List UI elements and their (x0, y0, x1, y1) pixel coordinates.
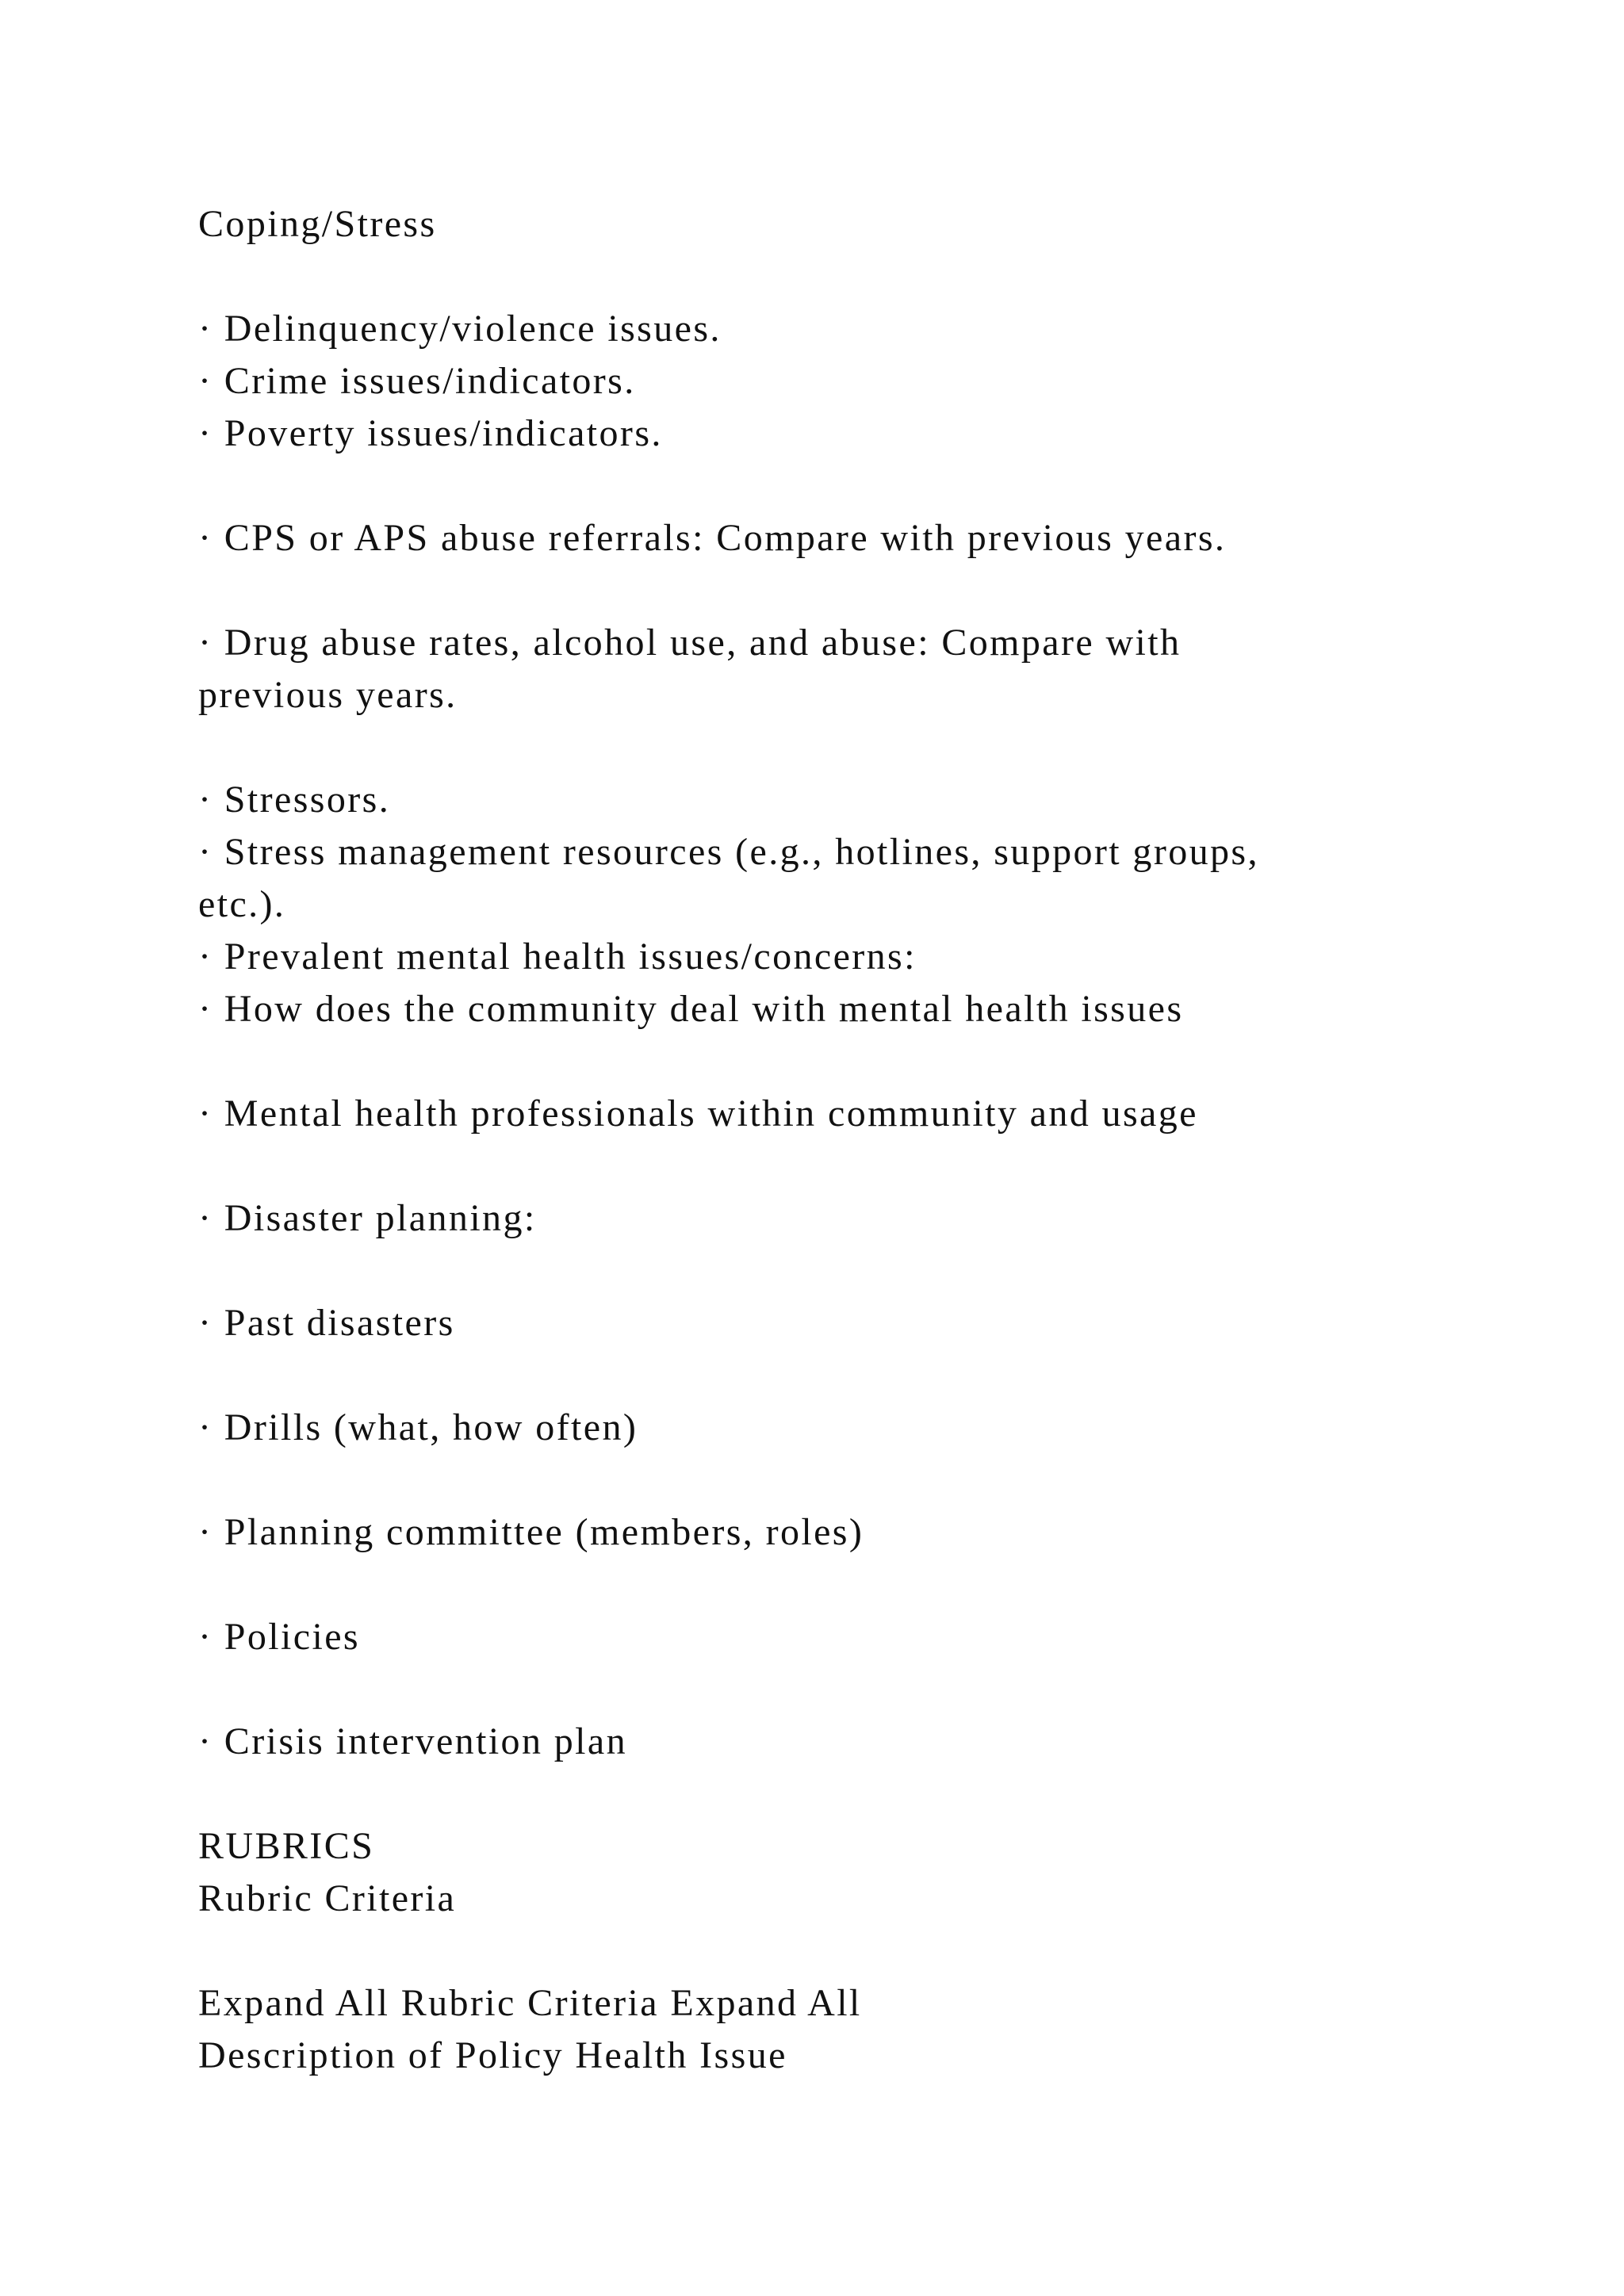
spacer (198, 1349, 1435, 1402)
rubrics-heading: RUBRICS (198, 1825, 375, 1867)
spacer (198, 1663, 1435, 1716)
list-item: · Poverty issues/indicators. (198, 412, 663, 454)
list-item: · Planning committee (members, roles) (198, 1511, 864, 1553)
list-item: · CPS or APS abuse referrals: Compare with previous years. (198, 517, 1227, 559)
list-item: · Delinquency/violence issues. (198, 308, 722, 350)
spacer (198, 1768, 1435, 1820)
spacer (198, 1925, 1435, 1977)
spacer (198, 1454, 1435, 1506)
list-item: · Drug abuse rates, alcohol use, and abuse: Compare with (198, 622, 1182, 664)
list-item-continuation: previous years. (198, 674, 458, 716)
spacer (198, 1035, 1435, 1088)
expand-all-line: Expand All Rubric Criteria Expand All (198, 1982, 862, 2024)
list-item: · Drills (what, how often) (198, 1406, 638, 1448)
list-item: · Prevalent mental health issues/concerns: (198, 936, 917, 978)
description-line: Description of Policy Health Issue (198, 2034, 787, 2076)
spacer (198, 460, 1435, 512)
list-item: · Stressors. (198, 779, 391, 821)
spacer (198, 1140, 1435, 1192)
list-item: · Mental health professionals within community and usage (198, 1093, 1198, 1135)
spacer (198, 721, 1435, 774)
list-item: · Past disasters (198, 1302, 455, 1344)
list-item: · Stress management resources (e.g., hotlines, support groups, (198, 831, 1259, 873)
spacer (198, 1559, 1435, 1611)
spacer (198, 564, 1435, 617)
list-item: · Crisis intervention plan (198, 1720, 627, 1762)
list-item: · Crime issues/indicators. (198, 360, 636, 402)
spacer (198, 1245, 1435, 1297)
list-item: · Disaster planning: (198, 1197, 537, 1239)
list-item: · How does the community deal with mental health issues (198, 988, 1184, 1030)
rubric-criteria-heading: Rubric Criteria (198, 1877, 457, 1919)
document-page (198, 198, 1435, 2082)
list-item: · Policies (198, 1616, 360, 1658)
section-heading: Coping/Stress (198, 203, 437, 245)
list-item-continuation: etc.). (198, 883, 286, 925)
spacer (198, 251, 1435, 303)
